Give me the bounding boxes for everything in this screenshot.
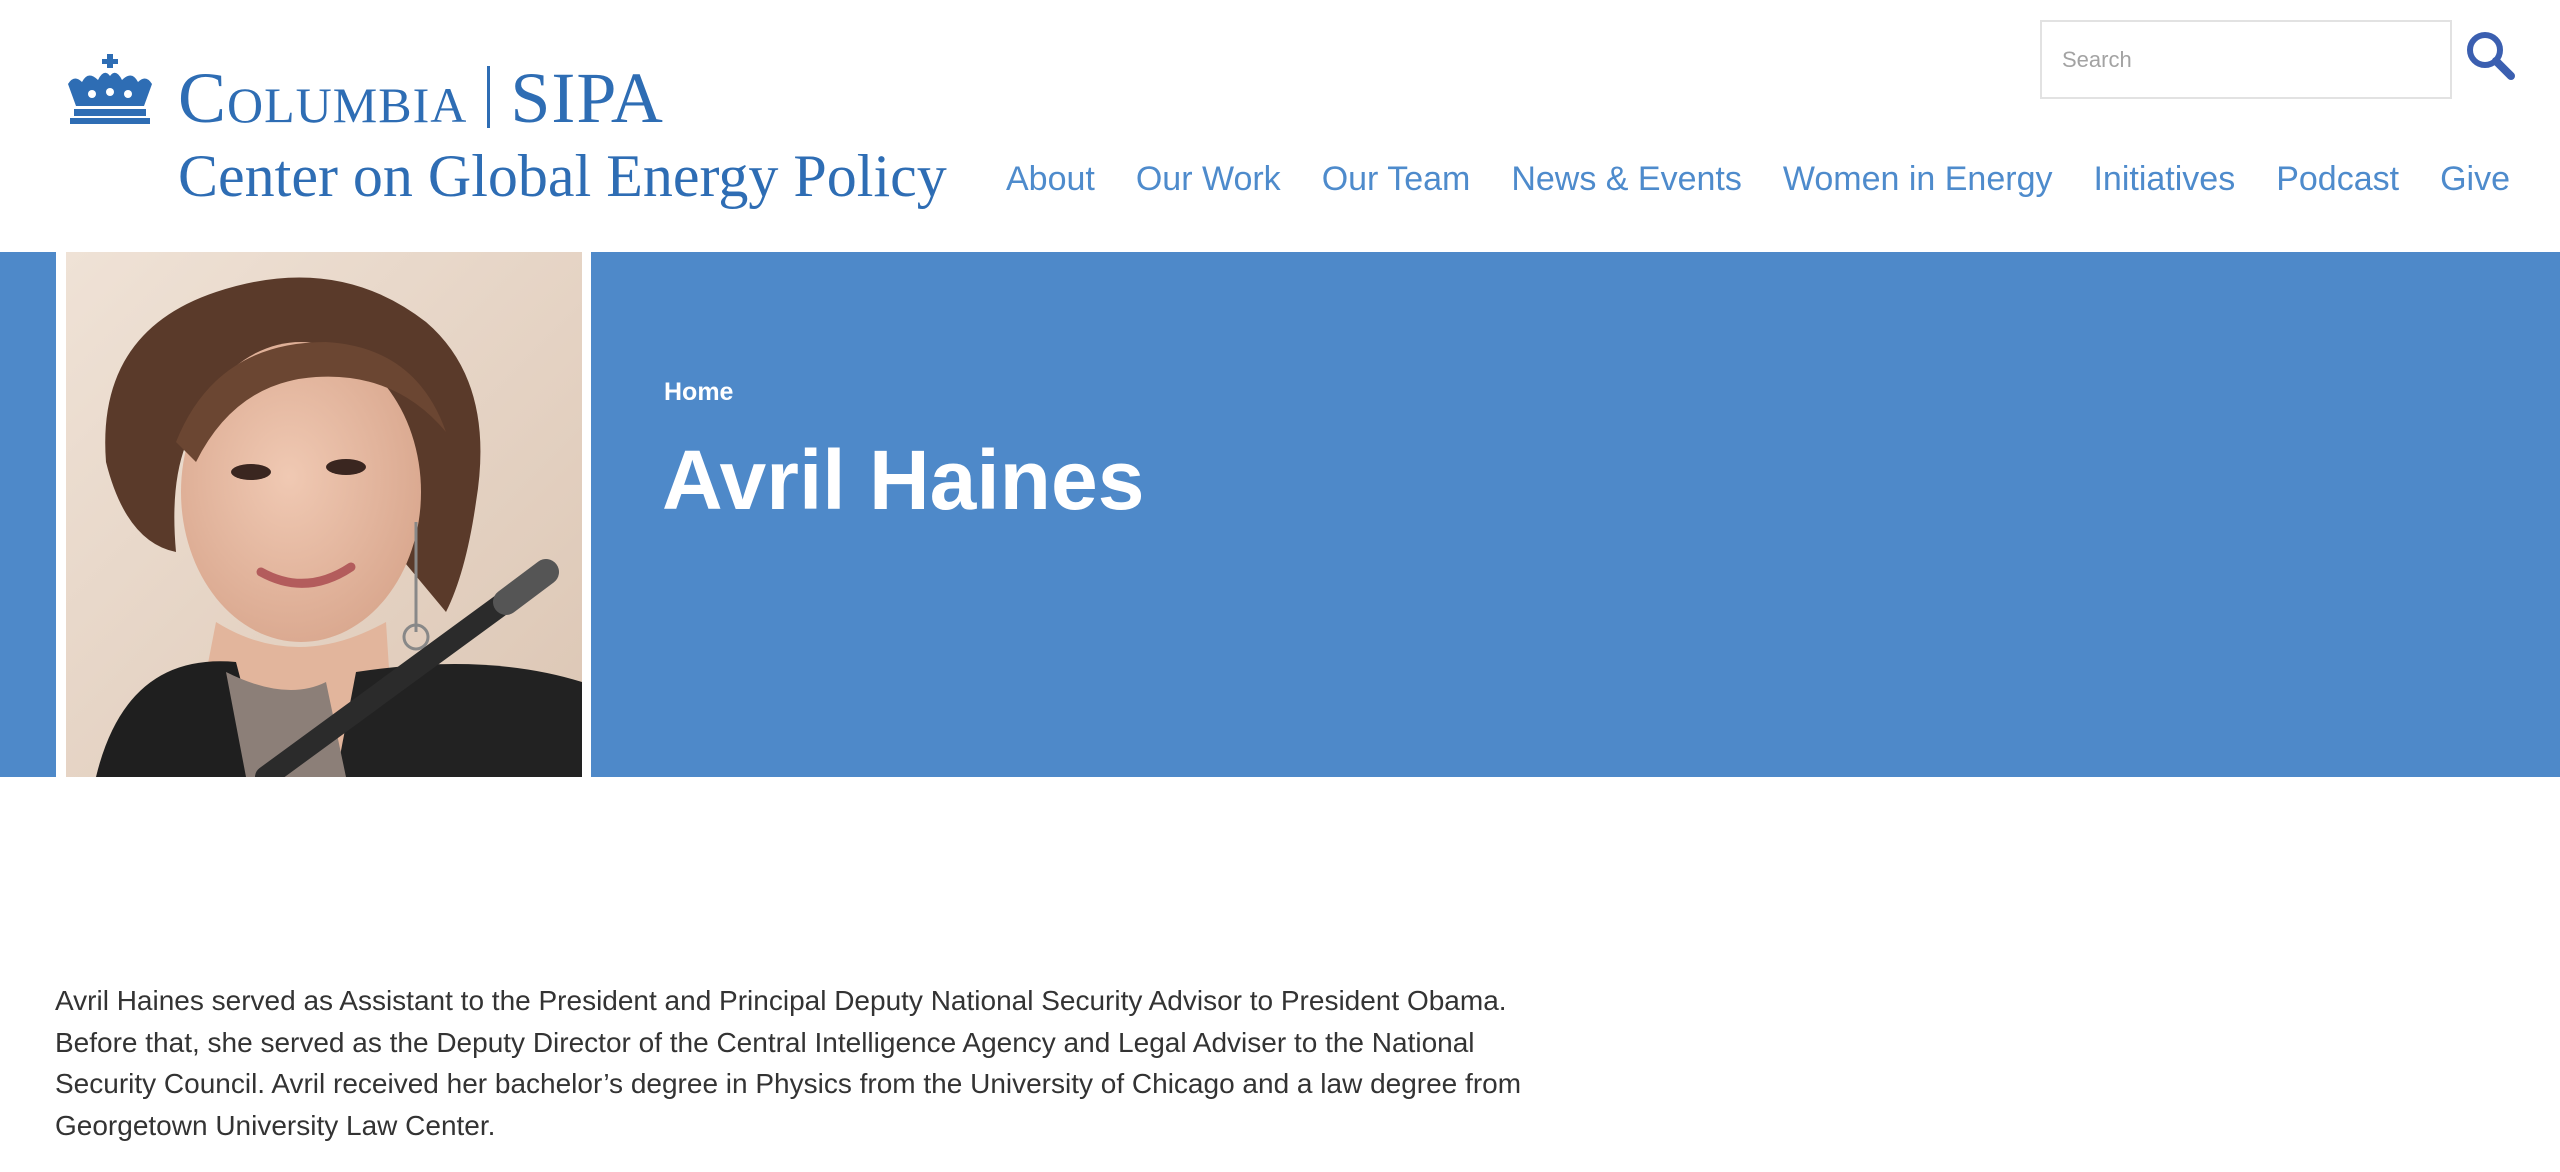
search-field[interactable]	[2040, 20, 2452, 99]
portrait-image	[66, 252, 582, 777]
main-nav	[965, 160, 2510, 199]
nav-item-our-team[interactable]: Our Team	[1321, 160, 1471, 198]
profile-photo	[66, 252, 582, 777]
site-logo[interactable]	[64, 50, 947, 220]
search-icon	[2464, 30, 2518, 84]
logo-subtitle: Center on Global Energy Policy	[178, 143, 947, 209]
search-button[interactable]	[2464, 30, 2518, 84]
logo-wordmark: Columbia SIPA	[178, 58, 664, 138]
nav-item-news-events[interactable]: News & Events	[1511, 160, 1742, 198]
search-input[interactable]	[2042, 22, 2450, 97]
nav-item-about[interactable]: About	[1005, 160, 1095, 198]
crown-icon	[64, 54, 156, 126]
nav-item-women-in-energy[interactable]: Women in Energy	[1782, 160, 2053, 198]
bio-text: Avril Haines served as Assistant to the President and Principal Deputy National Security Advisor to President Obama. Before that, she served as the Deputy Director of the Central Intelligence Agency and Legal Adviser to the National Security Council. Avril received her bachelor’s degree in Physics from the University of Chicago and a law degree from Georgetown University Law Center.	[55, 985, 1522, 1141]
site-header	[0, 0, 2560, 252]
page-title: Avril Haines	[662, 433, 1145, 527]
nav-item-our-work[interactable]: Our Work	[1135, 160, 1281, 198]
nav-item-initiatives[interactable]: Initiatives	[2093, 160, 2236, 198]
nav-item-give[interactable]: Give	[2440, 160, 2510, 198]
breadcrumb-home[interactable]: Home	[664, 378, 734, 406]
nav-item-podcast[interactable]: Podcast	[2276, 160, 2400, 198]
